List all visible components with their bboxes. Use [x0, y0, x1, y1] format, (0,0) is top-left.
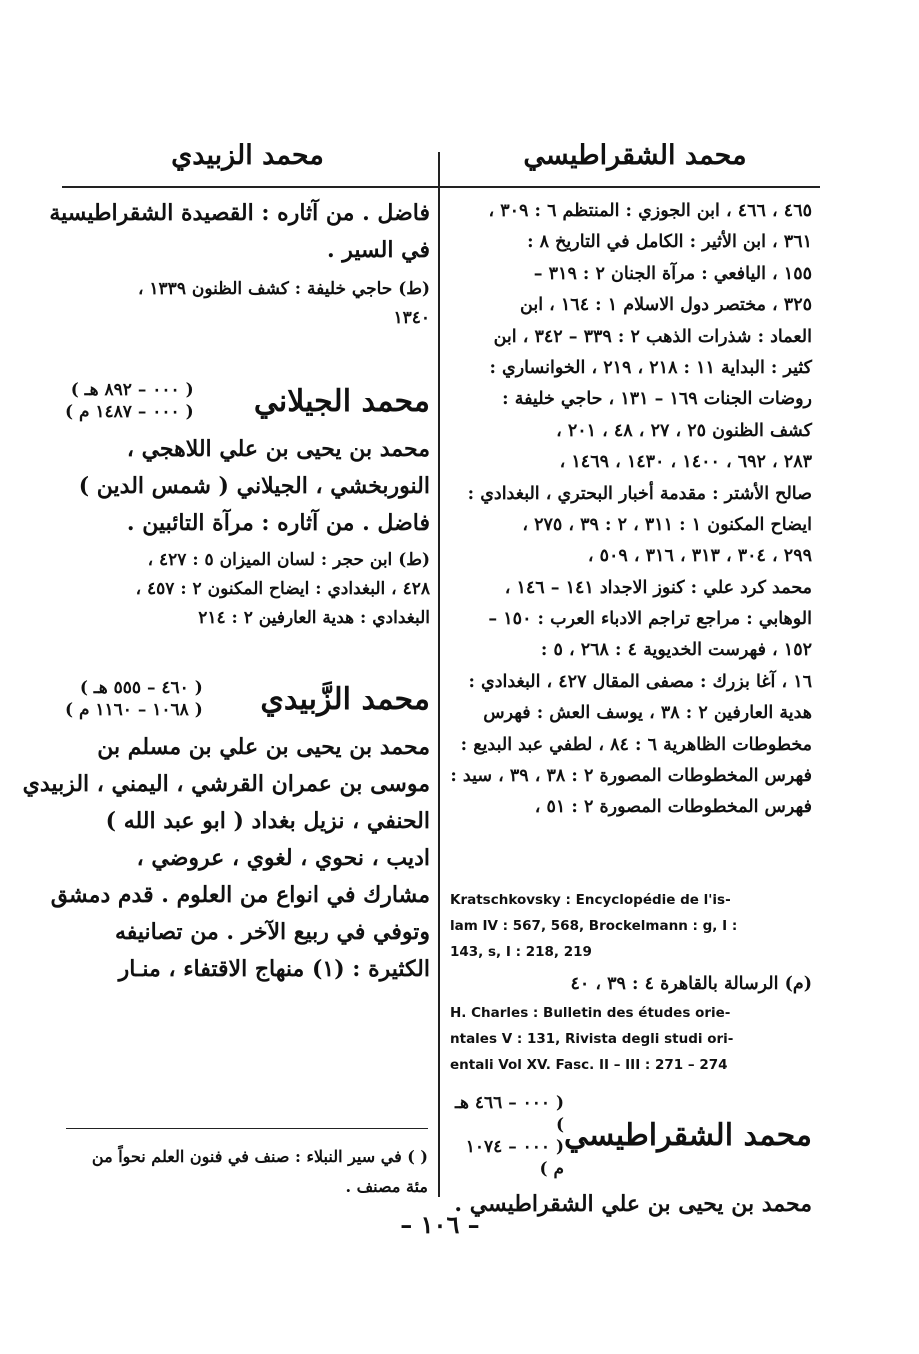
latin-reference-line: ntales V : 131, Rivista degli studi ori-: [450, 1030, 734, 1047]
latin-reference-line: entali Vol XV. Fasc. II – III : 271 – 274: [450, 1056, 728, 1073]
text-line: فاضل . من آثاره : مرآة التائبين .: [126, 510, 430, 536]
hijri-dates: ( ٠٠٠ – ٤٦٦ هـ ): [455, 1092, 565, 1135]
hijri-dates: ( ٠٠٠ – ٨٩٢ هـ ): [70, 380, 194, 400]
text-line: (م) الرسالة بالقاهرة ٤ : ٣٩ ، ٤٠: [570, 973, 812, 994]
text-line: فاضل . من آثاره : القصيدة الشقراطيسية: [49, 200, 430, 226]
text-line: ١٥٥ ، اليافعي : مرآة الجنان ٢ : ٣١٩ –: [533, 263, 812, 284]
entry-dates: [65, 677, 203, 721]
entry-name: محمد الزَّبيدي: [260, 681, 430, 717]
text-line: موسى بن عمران القرشي ، اليمني ، الزبيدي: [22, 771, 430, 797]
gregorian-dates: ( ٠٠٠ – ١٤٨٧ م ): [65, 402, 194, 422]
text-line: (ط) ابن حجر : لسان الميزان ٥ : ٤٢٧ ،: [147, 550, 430, 570]
header-rule: [62, 186, 820, 188]
text-line: محمد بن يحيى بن علي بن مسلم بن: [97, 734, 430, 760]
text-line: صالح الأشتر : مقدمة أخبار البحتري ، البغدادي :: [467, 483, 812, 504]
entry-heading: [65, 379, 430, 423]
text-line: مشارك في انواع من العلوم . قدم دمشق: [50, 882, 430, 908]
text-line: [450, 855, 812, 886]
text-line: [450, 824, 812, 855]
text-line: ايضاح المكنون ١ : ٣١١ ، ٢ : ٣٩ ، ٢٧٥ ،: [522, 514, 812, 535]
entry-name: محمد الشقراطيسي: [564, 1118, 812, 1154]
text-line: محمد كرد علي : كنوز الاجداد ١٤١ – ١٤٦ ،: [504, 577, 812, 598]
footnote-line: ( ) في سير النبلاء : صنف في فنون العلم نحواً من: [91, 1147, 428, 1166]
text-line: مخطوطات الظاهرية ٦ : ٨٤ ، لطفي عبد البديع :: [460, 734, 812, 755]
text-line: العماد : شذرات الذهب ٢ : ٣٣٩ – ٣٤٢ ، ابن: [493, 326, 812, 347]
entry-name: محمد الجيلاني: [253, 383, 430, 419]
text-line: في السير .: [326, 237, 430, 263]
gregorian-dates: ( ٠٠٠ – ١٠٧٤ م ): [465, 1136, 565, 1179]
entry-dates: [450, 1092, 564, 1180]
text-line: الكثيرة : (١) منهاج الاقتفاء ، منـار: [118, 956, 430, 982]
text-line: (ط) حاجي خليفة : كشف الظنون ١٣٣٩ ،: [138, 279, 430, 299]
column-header-left: محمد الزبيدي: [171, 140, 324, 171]
page-number: – ١٠٦ –: [400, 1210, 480, 1239]
text-line: هدية العارفين ٢ : ٣٨ ، يوسف العش : فهرس: [483, 703, 812, 724]
text-line: الوهابي : مراجع تراجم الادباء العرب : ١٥٠ –: [488, 609, 812, 630]
text-line: ٣٢٥ ، مختصر دول الاسلام ١ : ١٦٤ ، ابن: [520, 295, 812, 316]
entry-heading: [450, 1092, 812, 1180]
left-column: [22, 195, 430, 988]
text-line: ٤٢٨ ، البغدادي : ايضاح المكنون ٢ : ٤٥٧ ،: [135, 579, 430, 599]
footnote-rule: [66, 1128, 428, 1129]
text-line: ١٦ ، آغا بزرك : مصفى المقال ٤٢٧ ، البغدادي :: [468, 671, 812, 692]
entry-heading: [65, 677, 430, 721]
text-line: ٢٨٣ ، ٦٩٢ ، ١٤٠٠ ، ١٤٣٠ ، ١٤٦٩ ،: [559, 452, 812, 473]
text-line: وتوفي في ربيع الآخر . من تصانيفه: [114, 919, 430, 945]
text-line: كشف الظنون ٢٥ ، ٢٧ ، ٤٨ ، ٢٠١ ،: [556, 420, 812, 441]
text-line: محمد بن يحيى بن علي الشقراطيسي .: [454, 1190, 812, 1217]
entry-dates: [65, 379, 194, 423]
text-line: كثير : البداية ١١ : ٢١٨ ، ٢١٩ ، الخوانساري :: [489, 357, 812, 378]
text-line: ٣٦١ ، ابن الأثير : الكامل في التاريخ ٨ :: [527, 232, 812, 253]
text-line: فهرس المخطوطات المصورة ٢ : ٥١ ،: [534, 797, 812, 818]
latin-reference-line: Kratschkovsky : Encyclopédie de l'is-: [450, 891, 731, 908]
column-divider: [438, 152, 440, 1197]
text-line: الحنفي ، نزيل بغداد ( ابو عبد الله ): [105, 808, 430, 834]
hijri-dates: ( ٤٦٠ – ٥٥٥ هـ ): [79, 678, 203, 698]
latin-reference-line: H. Charles : Bulletin des études orie-: [450, 1004, 731, 1021]
text-line: النوربخشي ، الجيلاني ( شمس الدين ): [78, 473, 430, 499]
column-header-right: محمد الشقراطيسي: [523, 140, 747, 171]
text-line: ٤٦٥ ، ٤٦٦ ، ابن الجوزي : المنتظم ٦ : ٣٠٩ ،: [488, 201, 812, 221]
text-line: ١٥٢ ، فهرست الخديوية ٤ : ٢٦٨ ، ٥ :: [540, 640, 812, 661]
text-line: البغدادي : هدية العارفين ٢ : ٢١٤: [198, 608, 430, 628]
text-line: ١٣٤٠: [393, 308, 430, 328]
text-line: روضات الجنات ١٦٩ – ١٣١ ، حاجي خليفة :: [502, 389, 812, 410]
footnote-line: مئة مصنف .: [345, 1177, 428, 1196]
latin-reference-line: lam IV : 567, 568, Brockelmann : g, I :: [450, 917, 738, 934]
gregorian-dates: ( ١٠٦٨ – ١١٦٠ م ): [65, 700, 203, 720]
latin-reference-line: 143, s, I : 218, 219: [450, 943, 592, 960]
text-line: اديب ، نحوي ، لغوي ، عروضي ،: [136, 845, 430, 871]
text-line: ٢٩٩ ، ٣٠٤ ، ٣١٣ ، ٣١٦ ، ٥٠٩ ،: [587, 546, 812, 567]
text-line: محمد بن يحيى بن علي اللاهجي ،: [126, 436, 430, 462]
footnote: [68, 1142, 428, 1202]
text-line: فهرس المخطوطات المصورة ٢ : ٣٨ ، ٣٩ ، سيد :: [450, 766, 812, 787]
right-column: [450, 196, 812, 1223]
